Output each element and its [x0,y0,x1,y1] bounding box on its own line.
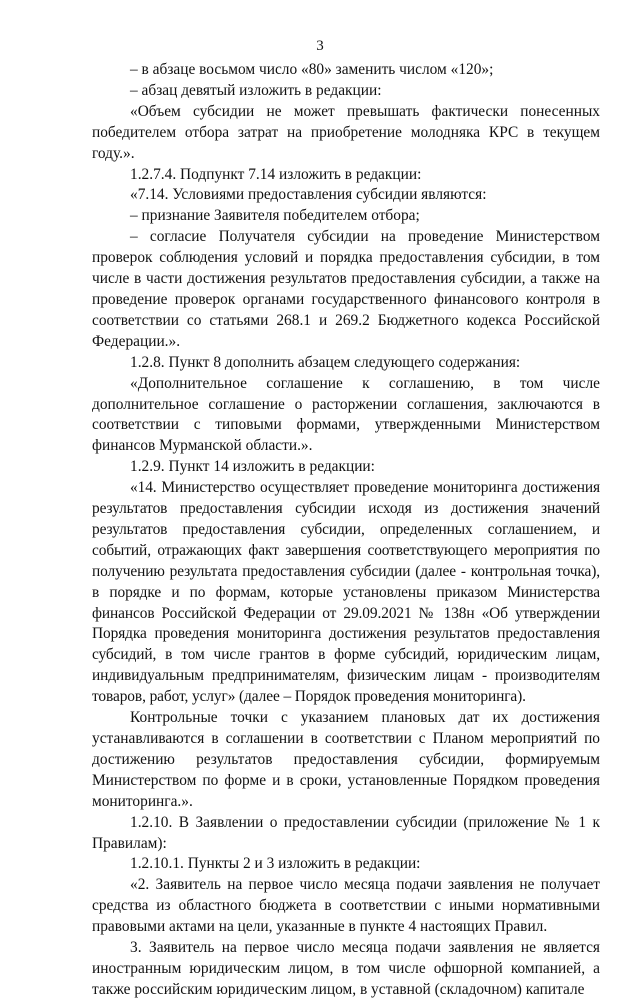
paragraph-3: «Объем субсидии не может превышать фактически понесенных победителем отбора затрат на приобретение молодняка КРС в текущем году.». [92,102,600,162]
paragraph-2: – абзац девятый изложить в редакции: [130,81,382,99]
paragraph-9: «Дополнительное соглашение к соглашению, в том числе дополнительное соглашение о расторжении соглашения, заключаются в соответствии с типовыми формами, утвержденными Министерством финансов Мурманской области.». [92,374,600,455]
paragraph-14: 1.2.10.1. Пункты 2 и 3 изложить в редакции: [130,855,421,873]
paragraph-15: «2. Заявитель на первое число месяца подачи заявления не получает средства из областного бюджета в соответствии с иными нормативными правовыми актами на цели, указанные в пункте 4 настоящих Правил. [92,876,600,936]
paragraph-12: Контрольные точки с указанием плановых дат их достижения устанавливаются в соглашении в соответствии с Планом мероприятий по достижению результатов предоставления субсидии, формируемым Министерством по форме и в сроки, установленные Порядком проведения мониторинга.». [92,709,600,810]
paragraph-10: 1.2.9. Пункт 14 изложить в редакции: [130,458,375,476]
paragraph-5: «7.14. Условиями предоставления субсидии являются: [130,186,487,204]
paragraph-7: – согласие Получателя субсидии на проведение Министерством проверок соблюдения условий и порядка предоставления субсидии, в том числе в части достижения результатов предоставления субсидии, а также на проведение проверок органами государственного финансового контроля в соответствии со статьями 268.1 и 269.2 Бюджетного кодекса Российской Федерации.». [92,228,600,350]
paragraph-6: – признание Заявителя победителем отбора; [130,207,420,225]
paragraph-13: 1.2.10. В Заявлении о предоставлении субсидии (приложение № 1 к Правилам): [92,813,600,852]
page-number: 3 [316,38,324,54]
paragraph-16: 3. Заявитель на первое число месяца подачи заявления не является иностранным юридическим лицом, в том числе офшорной компанией, а также российским юридическим лицом, в уставной (складочном) капитале [92,939,600,998]
paragraph-8: 1.2.8. Пункт 8 дополнить абзацем следующего содержания: [130,353,521,371]
paragraph-1: – в абзаце восьмом число «80» заменить числом «120»; [130,61,494,78]
document-body [92,60,600,1001]
paragraph-4: 1.2.7.4. Подпункт 7.14 изложить в редакции: [130,165,422,183]
paragraph-11: «14. Министерство осуществляет проведение мониторинга достижения результатов предоставления субсидии исходя из достижения значений результатов предоставления субсидии, определенных соглашением, и событий, отражающих факт завершения соответствующего мероприятия по получению результата предоставления субсидии (далее - контрольная точка), в порядке и по формам, которые установлены приказом Министерства финансов Российской Федерации от 29.09.2021 № 138н «Об утверждении Порядка проведения мониторинга достижения результатов предоставления субсидий, в том числе грантов в форме субсидий, юридическим лицам, индивидуальным предпринимателям, физическим лицам - производителям товаров, работ, услуг» (далее – Порядок проведения мониторинга). [92,479,600,706]
